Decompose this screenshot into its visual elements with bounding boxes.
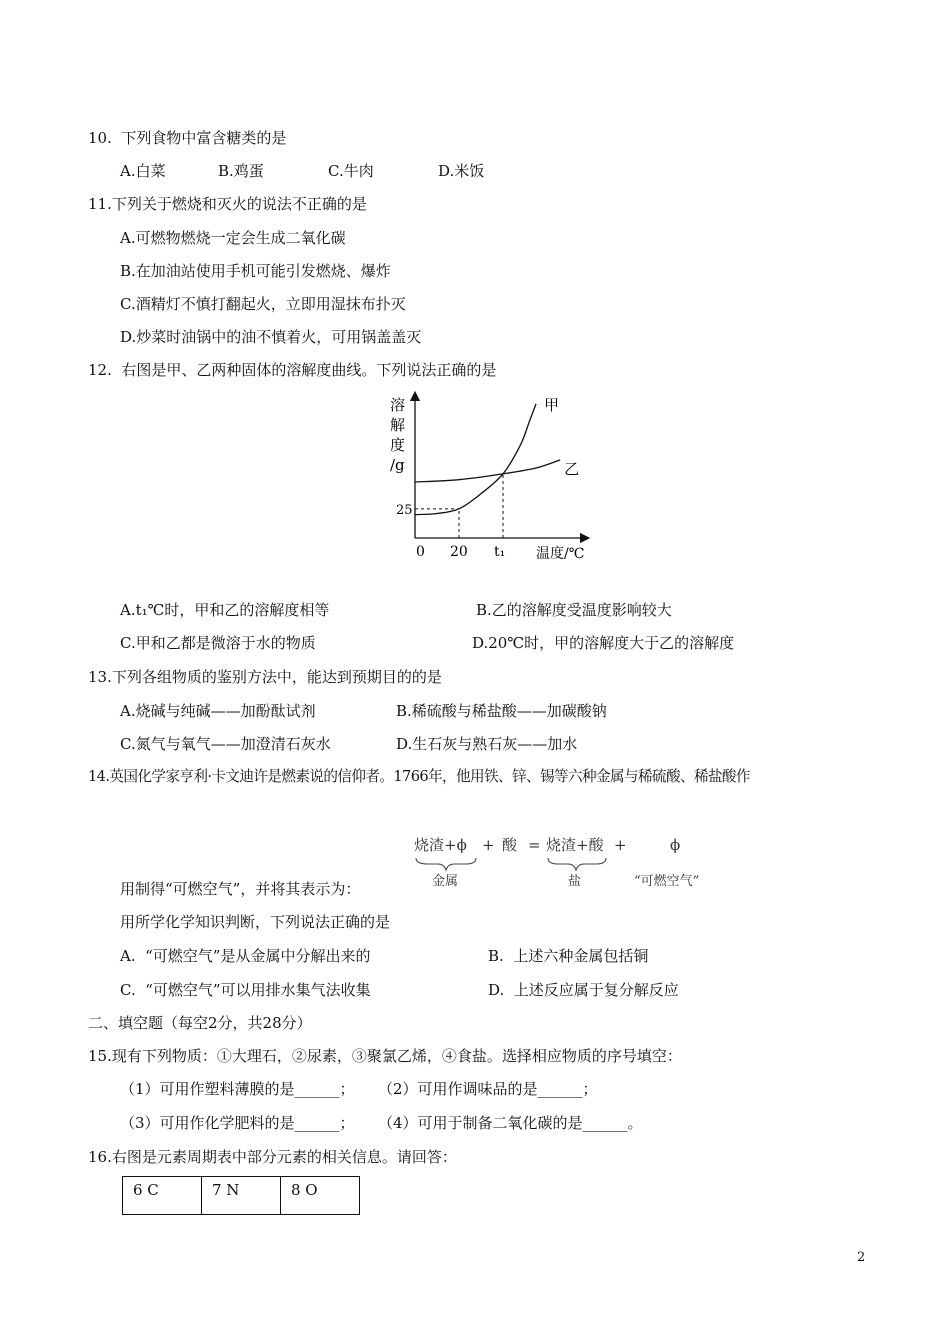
y-label-char-3: 度: [390, 436, 406, 454]
element-cell-nitrogen: 7 N: [202, 1177, 281, 1215]
q13-option-c: C.氮气与氧气——加澄清石灰水: [120, 735, 331, 753]
q12-option-a: A.t₁℃时，甲和乙的溶解度相等: [120, 601, 330, 619]
eq-phi: ϕ: [670, 836, 681, 854]
series-label-2: 乙: [564, 459, 580, 478]
q11-option-c: C.酒精灯不慎打翻起火，立即用湿抹布扑灭: [120, 295, 406, 313]
solubility-chart: [360, 388, 610, 568]
q15-item-4: （4）可用于制备二氧化碳的是______。: [378, 1114, 643, 1132]
q14-option-c: C. “可燃空气”可以用排水集气法收集: [120, 981, 371, 999]
q14-option-a: A. “可燃空气”是从金属中分解出来的: [120, 947, 371, 965]
periodic-table-fragment: [122, 1176, 360, 1215]
label-salt: 盐: [568, 874, 582, 889]
element-cell-carbon: 6 C: [123, 1177, 202, 1215]
y-tick-label-1: 25: [396, 502, 413, 518]
q14-prompt: 用所学化学知识判断，下列说法正确的是: [120, 913, 391, 931]
series-curve-2: [415, 460, 560, 482]
origin-label: 0: [416, 544, 425, 560]
q11-option-d: D.炒菜时油锅中的油不慎着火，可用锅盖盖灭: [120, 328, 422, 346]
y-label-char-4: /g: [390, 456, 405, 474]
q16-stem: 16.右图是元素周期表中部分元素的相关信息。请回答：: [88, 1148, 457, 1166]
q10-stem: 10. 下列食物中富含糖类的是: [88, 129, 287, 147]
q10-option-d: D.米饭: [438, 162, 485, 180]
q14-option-b: B. 上述六种金属包括铜: [488, 947, 649, 965]
q11-option-a: A.可燃物燃烧一定会生成二氧化碳: [120, 229, 346, 247]
x-tick-label-2: t₁: [494, 544, 506, 560]
q13-option-d: D.生石灰与熟石灰——加水: [396, 735, 578, 753]
q13-option-b: B.稀硫酸与稀盐酸——加碳酸钠: [396, 702, 607, 720]
series-label-1: 甲: [544, 395, 560, 414]
eq-equals: =: [528, 836, 541, 854]
q14-stem: 14.英国化学家亨利·卡文迪许是燃素说的信仰者。1766年，他用铁、锌、锡等六种金属与稀硫酸、稀盐酸作: [88, 768, 750, 785]
q15-item-3: （3）可用作化学肥料的是______；: [120, 1114, 355, 1132]
q13-stem: 13.下列各组物质的鉴别方法中，能达到预期目的的是: [88, 668, 442, 686]
eq-acid: 酸: [502, 836, 518, 854]
q11-stem: 11.下列关于燃烧和灭火的说法不正确的是: [88, 195, 367, 213]
y-label-char-1: 溶: [390, 396, 406, 414]
q15-item-1: （1）可用作塑料薄膜的是______；: [120, 1080, 355, 1098]
page-number: 2: [857, 1250, 866, 1265]
label-combustible-air: “可燃空气”: [634, 874, 700, 889]
q13-option-a: A.烧碱与纯碱——加酚酞试剂: [120, 702, 316, 720]
q10-option-a: A.白菜: [120, 162, 166, 180]
y-label-char-2: 解: [390, 416, 406, 434]
q12-stem: 12. 右图是甲、乙两种固体的溶解度曲线。下列说法正确的是: [88, 361, 497, 379]
q14-stem-continued: 用制得“可燃空气”，并将其表示为：: [120, 880, 361, 898]
x-tick-label-1: 20: [450, 544, 468, 560]
brace-metal: [416, 858, 476, 870]
section-2-title: 二、填空题（每空2分，共28分）: [88, 1014, 312, 1032]
eq-plus-1: +: [482, 836, 495, 854]
q10-option-c: C.牛肉: [328, 162, 374, 180]
eq-plus-2: +: [614, 836, 627, 854]
eq-term-ash-acid: 烧渣+酸: [546, 836, 604, 854]
x-axis-label: 温度/℃: [536, 546, 585, 562]
element-cell-oxygen: 8 O: [281, 1177, 360, 1215]
q15-stem: 15.现有下列物质：①大理石，②尿素，③聚氯乙烯，④食盐。选择相应物质的序号填空：: [88, 1047, 682, 1065]
q14-option-d: D. 上述反应属于复分解反应: [488, 981, 679, 999]
q12-option-b: B.乙的溶解度受温度影响较大: [476, 601, 672, 619]
q12-option-d: D.20℃时，甲的溶解度大于乙的溶解度: [472, 634, 735, 652]
q15-item-2: （2）可用作调味品的是______；: [378, 1080, 598, 1098]
q11-option-b: B.在加油站使用手机可能引发燃烧、爆炸: [120, 262, 391, 280]
reaction-equation: [408, 828, 748, 894]
label-metal: 金属: [432, 874, 459, 889]
brace-salt: [548, 858, 606, 870]
q12-option-c: C.甲和乙都是微溶于水的物质: [120, 634, 316, 652]
series-curve-1: [415, 404, 536, 515]
q10-option-b: B.鸡蛋: [218, 162, 264, 180]
eq-term-ash-phi: 烧渣+ϕ: [414, 836, 467, 854]
